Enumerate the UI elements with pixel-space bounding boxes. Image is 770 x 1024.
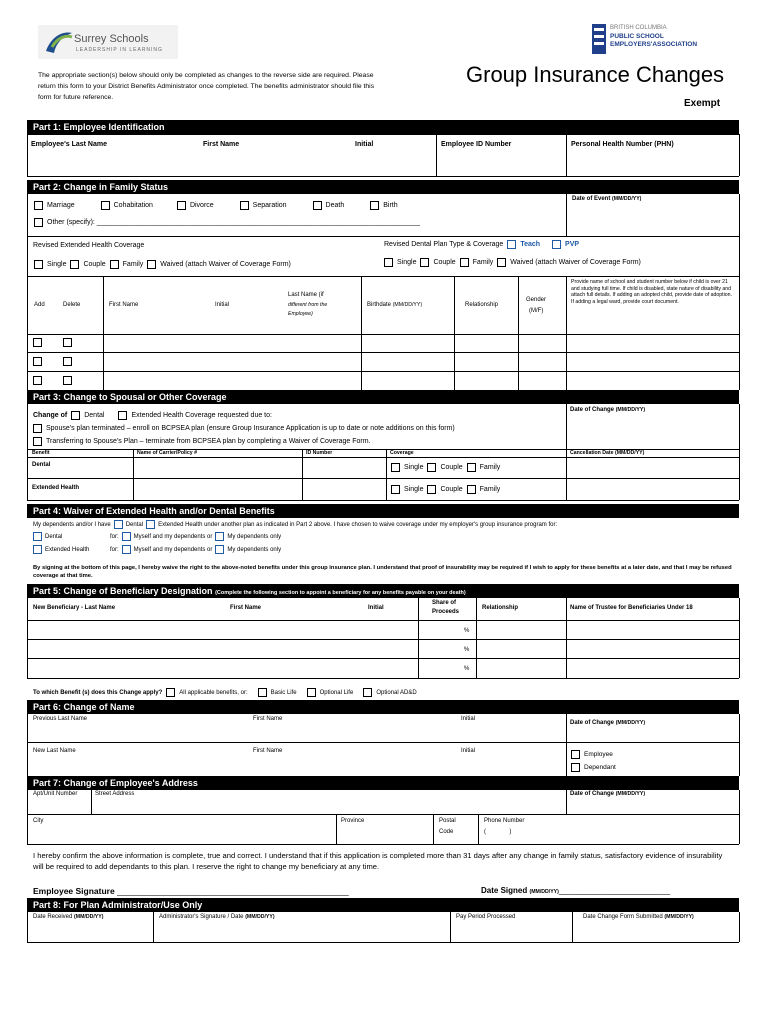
row-dental: Dental	[32, 462, 51, 468]
ehc-family-checkbox[interactable]	[110, 260, 119, 269]
part8-header: Part 8: For Plan Administrator/Use Only	[27, 898, 739, 912]
ehc-couple-checkbox[interactable]	[70, 260, 79, 269]
dep1-add-checkbox[interactable]	[33, 338, 42, 347]
col-add: Add	[34, 302, 45, 308]
p4-have-dental-label: Dental	[125, 521, 144, 528]
bcpsea-logo	[592, 22, 732, 58]
p6-new-initial-label: Initial	[461, 748, 476, 754]
spouse-terminated-label: Spouse's plan terminated – enroll on BCPSEA plan (ensure Group Insurance Application is up to date or note additions on this form)	[46, 425, 455, 432]
pvp-label: PVP	[565, 241, 580, 248]
p4-dental-deponly-label: My dependents only	[227, 533, 282, 540]
dental-single-checkbox[interactable]	[384, 258, 393, 267]
revised-dental-label: Revised Dental Plan Type & Coverage	[384, 241, 504, 248]
p4-dental-label: Dental	[45, 533, 63, 540]
p3-dental-couple-label: Couple	[440, 464, 463, 471]
part5-header: Part 5: Change of Beneficiary Designation (Complete the following section to appoint a beneficiary for any benefits payable on your death)	[27, 584, 739, 598]
change-of-label: Change of	[33, 412, 68, 419]
p3-dental-family-label: Family	[479, 464, 501, 471]
separation-checkbox[interactable]	[240, 201, 249, 210]
col-gender: Gender	[526, 297, 547, 303]
phn-label: Personal Health Number (PHN)	[571, 141, 674, 148]
p5-col-share: Share of	[432, 600, 457, 606]
p4-dental-myself-label: Myself and my dependents or	[133, 533, 213, 540]
other-checkbox[interactable]	[34, 218, 43, 227]
teach-checkbox[interactable]	[507, 240, 516, 249]
dep3-delete-checkbox[interactable]	[63, 376, 72, 385]
p6-initial-label: Initial	[461, 716, 476, 722]
dep3-add-checkbox[interactable]	[33, 376, 42, 385]
all-benefits-checkbox[interactable]	[166, 688, 175, 697]
p3-ehc-checkbox[interactable]	[118, 411, 127, 420]
p4-eh-label: Extended Health	[45, 546, 90, 553]
basic-life-label: Basic Life	[270, 689, 297, 696]
ehc-family-label: Family	[122, 261, 144, 268]
p5-pct-1: %	[464, 628, 470, 634]
p4-dental-for: for:	[110, 533, 119, 540]
marriage-checkbox[interactable]	[34, 201, 43, 210]
dental-waived-label: Waived (attach Waiver of Coverage Form)	[510, 259, 641, 266]
cohabitation-checkbox[interactable]	[101, 201, 110, 210]
p5-col-share2: Proceeds	[432, 609, 460, 615]
phone-label: Phone Number	[484, 818, 525, 824]
date-received-label: Date Received (MM/DD/YY)	[33, 914, 104, 920]
p3-dental-family-checkbox[interactable]	[467, 463, 476, 472]
p6-first-name-label: First Name	[253, 716, 283, 722]
phone-field[interactable]: ( )	[484, 829, 512, 835]
date-signed[interactable]: Date Signed (MM/DD/YY)_________________________	[481, 886, 671, 895]
col-carrier: Name of Carrier/Policy #	[137, 450, 197, 456]
part1-header: Part 1: Employee Identification	[27, 120, 739, 134]
p4-line1-a: My dependents and/or I have	[33, 521, 111, 528]
col-delete: Delete	[63, 302, 81, 308]
intro-text: The appropriate section(s) below should only be completed as changes to the reverse side are required. Please return this form to your District Benefits Administrator once completed. The benefits administrator should file this form for future reference.	[38, 72, 375, 101]
dep2-add-checkbox[interactable]	[33, 357, 42, 366]
dependent-note: Provide name of school and student number below if child is over 21 and studying full time. If child is disabled, state nature of disability and attach full details. If adding an adopted child, provide date of adoption. If adding a legal ward, provide court document.	[571, 279, 732, 305]
p5-col-relationship: Relationship	[482, 605, 519, 611]
revised-ehc-label: Revised Extended Health Coverage	[33, 242, 145, 249]
dental-couple-label: Couple	[433, 259, 456, 266]
marriage-label: Marriage	[47, 202, 75, 209]
death-checkbox[interactable]	[313, 201, 322, 210]
pay-period-label: Pay Period Processed	[456, 914, 516, 920]
province-label: Province	[341, 818, 365, 824]
dependant-label: Dependant	[584, 764, 616, 771]
employee-first-name-label: First Name	[203, 141, 240, 148]
ehc-couple-label: Couple	[83, 261, 106, 268]
p5-col-initial: Initial	[368, 605, 384, 611]
prev-last-name-label: Previous Last Name	[33, 716, 88, 722]
other-specify-field[interactable]: Other (specify): ___________________________________________________________________________________	[47, 219, 420, 226]
all-benefits-label: All applicable benefits, or:	[179, 689, 248, 696]
optional-adnd-checkbox[interactable]	[363, 688, 372, 697]
part4-header: Part 4: Waiver of Extended Health and/or Dental Benefits	[27, 504, 739, 518]
p3-dental-label: Dental	[84, 412, 105, 419]
separation-label: Separation	[252, 202, 287, 209]
p4-eh-deponly-checkbox[interactable]	[215, 545, 224, 554]
col-relationship: Relationship	[465, 302, 499, 308]
dental-family-label: Family	[472, 259, 494, 266]
p4-eh-checkbox[interactable]	[33, 545, 42, 554]
date-submitted-label: Date Change Form Submitted (MM/DD/YY)	[583, 914, 694, 920]
p5-pct-2: %	[464, 647, 470, 653]
col-coverage: Coverage	[390, 450, 414, 456]
p4-dental-myself-checkbox[interactable]	[122, 532, 131, 541]
ehc-waived-label: Waived (attach Waiver of Coverage Form)	[160, 261, 291, 268]
surrey-logo	[38, 25, 178, 59]
postal-label: Postal	[439, 818, 456, 824]
p4-have-dental-checkbox[interactable]	[114, 520, 123, 529]
ehc-waived-checkbox[interactable]	[147, 260, 156, 269]
p5-apply-label: To which Benefit (s) does this Change apply?	[33, 689, 163, 696]
pvp-checkbox[interactable]	[552, 240, 561, 249]
dep2-delete-checkbox[interactable]	[63, 357, 72, 366]
transfer-spouse-checkbox[interactable]	[33, 437, 42, 446]
p4-dental-deponly-checkbox[interactable]	[215, 532, 224, 541]
basic-life-checkbox[interactable]	[258, 688, 267, 697]
p4-eh-myself-label: Myself and my dependents or	[133, 546, 213, 553]
dep1-delete-checkbox[interactable]	[63, 338, 72, 347]
p3-date-change-label: Date of Change (MM/DD/YY)	[570, 407, 646, 413]
p4-signing-text: By signing at the bottom of this page, I hereby waive the right to the above-noted benefits under this group insurance plan. I understand that proof of insurability may be required if I wish to apply for these benefits at a later date, and that I may be refused coverage at that time.	[33, 565, 732, 579]
col-last-name: Last Name (if	[288, 292, 324, 298]
p3-eh-single-label: Single	[404, 486, 424, 493]
admin-signature-label: Administrator's Signature / Date (MM/DD/YY)	[159, 914, 275, 920]
p3-dental-single-label: Single	[404, 464, 424, 471]
employee-label: Employee	[584, 751, 613, 758]
p3-dental-couple-checkbox[interactable]	[427, 463, 436, 472]
employee-initial-label: Initial	[355, 141, 374, 148]
row-extended-health: Extended Health	[32, 485, 80, 491]
p6-new-first-name-label: First Name	[253, 748, 283, 754]
confirmation-text: I hereby confirm the above information is complete, true and correct. I understand that if this application is completed more than 31 days after any change in family status, satisfactory evidence of insurability will be required to add dependants to this plan. I reserve the right to change my beneficiary at any time.	[33, 851, 723, 871]
p3-dental-single-checkbox[interactable]	[391, 463, 400, 472]
death-label: Death	[325, 202, 345, 209]
birth-checkbox[interactable]	[370, 201, 379, 210]
bcpsea-line2: PUBLIC SCHOOL	[610, 33, 664, 40]
col-gender-fmt: (M/F)	[529, 308, 544, 314]
bcpsea-line1: BRITISH COLUMBIA	[610, 25, 667, 31]
new-last-name-label: New Last Name	[33, 748, 76, 754]
p4-dental-checkbox[interactable]	[33, 532, 42, 541]
p4-eh-myself-checkbox[interactable]	[122, 545, 131, 554]
page-title: Group Insurance Changes	[466, 62, 725, 87]
surrey-name: Surrey Schools	[74, 33, 149, 45]
optional-adnd-label: Optional AD&D	[376, 689, 417, 696]
p3-eh-couple-checkbox[interactable]	[427, 485, 436, 494]
employee-checkbox[interactable]	[571, 750, 580, 759]
bcpsea-emblem-icon	[592, 24, 606, 54]
apt-label: Apt/Unit Number	[33, 791, 78, 797]
p3-dental-checkbox[interactable]	[71, 411, 80, 420]
p6-date-change-label: Date of Change (MM/DD/YY)	[570, 720, 646, 726]
employee-signature[interactable]: Employee Signature _________________________________________________	[33, 886, 349, 896]
p3-eh-single-checkbox[interactable]	[391, 485, 400, 494]
p3-eh-family-checkbox[interactable]	[467, 485, 476, 494]
col-first-name: First Name	[109, 302, 139, 308]
part6-header: Part 6: Change of Name	[27, 700, 739, 714]
bcpsea-line3: EMPLOYERS'ASSOCIATION	[610, 41, 698, 48]
dental-family-checkbox[interactable]	[460, 258, 469, 267]
col-last-name-note2: Employee)	[288, 311, 313, 317]
col-initial: Initial	[215, 302, 230, 308]
ehc-single-label: Single	[47, 261, 67, 268]
divorce-label: Divorce	[189, 202, 214, 209]
p4-have-eh-checkbox[interactable]	[146, 520, 155, 529]
p4-line1-c: Extended Health under another plan as indicated in Part 2 above. I have chosen to waive coverage under my employer's group insurance program for:	[158, 521, 558, 528]
p3-eh-couple-label: Couple	[440, 486, 463, 493]
street-label: Street Address	[95, 791, 135, 797]
col-birthdate: Birthdate (MM/DD/YY)	[367, 302, 423, 308]
dental-single-label: Single	[397, 259, 417, 266]
surrey-tag: LEADERSHIP IN LEARNING	[76, 47, 163, 53]
p5-pct-3: %	[464, 666, 470, 672]
p3-ehc-label: Extended Health Coverage requested due to:	[131, 412, 272, 419]
dependant-checkbox[interactable]	[571, 763, 580, 772]
p3-eh-family-label: Family	[479, 486, 501, 493]
col-last-name-note: different from the	[288, 302, 328, 308]
spouse-terminated-checkbox[interactable]	[33, 424, 42, 433]
city-label: City	[33, 818, 44, 824]
teach-label: Teach	[520, 241, 541, 248]
transfer-spouse-label: Transferring to Spouse's Plan – terminate from BCPSEA plan by completing a Waiver of Coverage Form.	[46, 438, 371, 445]
ehc-single-checkbox[interactable]	[34, 260, 43, 269]
p4-eh-deponly-label: My dependents only	[227, 546, 282, 553]
page-subtitle: Exempt	[684, 98, 721, 109]
p4-eh-for: for:	[110, 546, 119, 553]
col-id-number: ID Number	[306, 450, 333, 456]
part3-header: Part 3: Change to Spousal or Other Coverage	[27, 390, 739, 404]
col-benefit: Benefit	[32, 450, 50, 456]
surrey-swoosh-icon	[44, 29, 74, 55]
dental-couple-checkbox[interactable]	[420, 258, 429, 267]
divorce-checkbox[interactable]	[177, 201, 186, 210]
birth-label: Birth	[383, 202, 398, 209]
col-cancellation: Cancellation Date (MM/DD/YY)	[570, 450, 645, 456]
employee-id-label: Employee ID Number	[441, 141, 512, 148]
date-of-event-label: Date of Event (MM/DD/YY)	[572, 196, 642, 202]
cohabitation-label: Cohabitation	[113, 202, 153, 209]
code-label: Code	[439, 829, 454, 835]
p5-col-first: First Name	[230, 605, 262, 611]
employee-last-name-label: Employee's Last Name	[31, 141, 107, 148]
dental-waived-checkbox[interactable]	[497, 258, 506, 267]
p5-col-last: New Beneficiary - Last Name	[33, 605, 116, 611]
p5-col-trustee: Name of Trustee for Beneficiaries Under 18	[570, 605, 693, 611]
optional-life-checkbox[interactable]	[307, 688, 316, 697]
part7-header: Part 7: Change of Employee's Address	[27, 776, 739, 790]
optional-life-label: Optional Life	[319, 689, 354, 696]
p7-date-change-label: Date of Change (MM/DD/YY)	[570, 791, 646, 797]
part2-header: Part 2: Change in Family Status	[27, 180, 739, 194]
